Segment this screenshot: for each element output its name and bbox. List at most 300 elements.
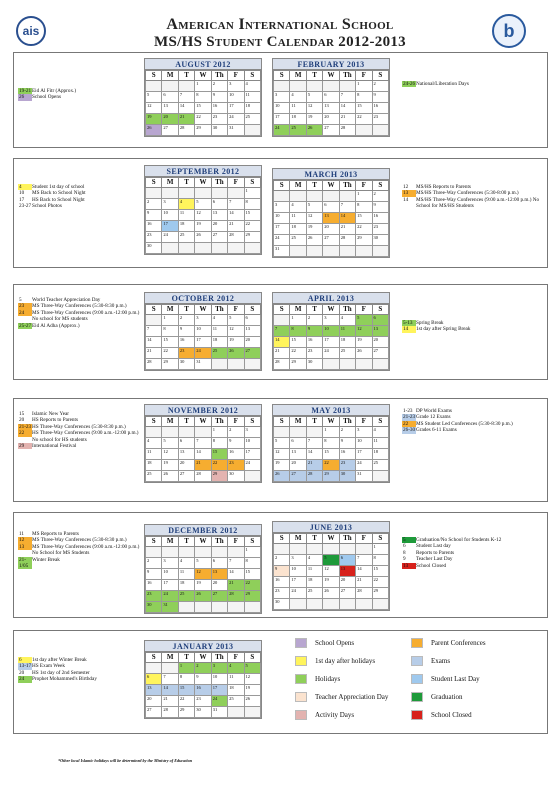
calendar-month xyxy=(272,521,390,611)
event-description: School Closed xyxy=(416,562,447,569)
event-description: Spring Break xyxy=(416,320,444,326)
day-cell: 19 xyxy=(356,337,372,348)
day-cell: 13 xyxy=(162,103,178,114)
day-cell: 2 xyxy=(339,427,355,438)
day-cell: 26 xyxy=(244,696,260,707)
month-title: MARCH 2013 xyxy=(273,169,389,180)
event-description: MS Student Led Conferences (5:30-8:30 p.m.) xyxy=(416,420,513,427)
legend-item xyxy=(295,656,375,666)
day-cell: 14 xyxy=(228,569,244,580)
day-cell: 10 xyxy=(356,438,372,449)
day-cell: 5 xyxy=(274,438,290,449)
weekday-header: M xyxy=(162,71,178,81)
day-cell: 18 xyxy=(372,449,388,460)
event-description: HS Back to School Night xyxy=(32,196,85,203)
weekday-header: T xyxy=(178,71,194,81)
legend-swatch xyxy=(295,674,307,684)
event-description: Teacher Last Day xyxy=(416,556,453,563)
day-cell: 29 xyxy=(211,471,227,482)
day-cell: 2 xyxy=(372,81,388,92)
day-cell: 3 xyxy=(195,315,211,326)
event-date: 11 xyxy=(19,531,24,537)
day-cell: 28 xyxy=(356,588,372,599)
day-cell: 28 xyxy=(339,125,355,136)
day-cell: 11 xyxy=(211,326,227,337)
event-date: 23 xyxy=(18,303,32,309)
day-cell: 21 xyxy=(339,114,355,125)
empty-cell xyxy=(195,547,211,558)
day-cell: 22 xyxy=(195,114,211,125)
event-date: 6 xyxy=(403,543,406,550)
empty-cell xyxy=(162,663,178,674)
events-list xyxy=(18,657,140,683)
weekday-header: Th xyxy=(211,653,227,663)
event-item xyxy=(402,326,542,332)
weekday-header: Th xyxy=(211,417,227,427)
legend-swatch xyxy=(411,656,423,666)
event-date: 13 xyxy=(402,190,416,196)
empty-cell xyxy=(178,427,194,438)
day-cell: 22 xyxy=(244,580,260,591)
empty-cell xyxy=(146,81,162,92)
day-cell: 31 xyxy=(356,471,372,482)
day-cell: 14 xyxy=(195,449,211,460)
day-cell: 9 xyxy=(372,92,388,103)
event-date: 17 xyxy=(19,196,25,203)
empty-cell xyxy=(323,359,339,370)
day-cell: 6 xyxy=(339,555,355,566)
day-cell: 19 xyxy=(306,114,322,125)
weekday-header: Th xyxy=(339,181,355,191)
empty-cell xyxy=(306,81,322,92)
event-date: 24-26 xyxy=(403,81,416,87)
day-cell: 12 xyxy=(195,210,211,221)
empty-cell xyxy=(162,81,178,92)
calendar-month xyxy=(144,404,262,483)
day-cell: 31 xyxy=(228,125,244,136)
day-cell: 13 xyxy=(323,213,339,224)
empty-cell xyxy=(306,427,322,438)
day-cell: 23 xyxy=(306,348,322,359)
day-cell: 22 xyxy=(323,460,339,471)
day-cell: 21 xyxy=(195,460,211,471)
day-cell: 18 xyxy=(306,577,322,588)
day-cell: 26 xyxy=(228,348,244,359)
empty-cell xyxy=(162,188,178,199)
day-cell: 24 xyxy=(356,460,372,471)
day-cell: 17 xyxy=(356,449,372,460)
day-cell: 14 xyxy=(306,449,322,460)
day-cell: 11 xyxy=(146,449,162,460)
event-date: 5-13 xyxy=(402,320,416,326)
weekday-header: W xyxy=(195,71,211,81)
empty-cell xyxy=(339,81,355,92)
events-list xyxy=(402,408,542,434)
day-cell: 10 xyxy=(162,210,178,221)
weekday-header: M xyxy=(162,653,178,663)
day-cell: 23 xyxy=(339,460,355,471)
empty-cell xyxy=(372,359,388,370)
weekday-header: S xyxy=(244,653,260,663)
event-description: HS Three-Way Conferences (5:30-8:30 p.m.) xyxy=(32,423,126,430)
day-cell: 31 xyxy=(195,359,211,370)
calendar-month xyxy=(144,524,262,614)
day-cell: 20 xyxy=(211,221,227,232)
day-cell: 20 xyxy=(211,580,227,591)
day-cell: 30 xyxy=(146,602,162,613)
weekday-header: S xyxy=(244,178,260,188)
day-cell: 12 xyxy=(162,449,178,460)
day-cell: 27 xyxy=(211,232,227,243)
legend-label: Holidays xyxy=(315,675,341,683)
empty-cell xyxy=(356,544,372,555)
event-date: 22 xyxy=(402,421,416,427)
event-description: MS Back to School Night xyxy=(32,190,86,197)
day-cell: 25 xyxy=(228,696,244,707)
day-cell: 23 xyxy=(146,232,162,243)
month-title: AUGUST 2012 xyxy=(145,59,261,70)
day-cell: 16 xyxy=(228,449,244,460)
day-cell: 28 xyxy=(339,235,355,246)
day-cell: 25 xyxy=(290,125,306,136)
weekday-header: M xyxy=(290,71,306,81)
day-cell: 5 xyxy=(323,555,339,566)
day-cell: 23 xyxy=(211,114,227,125)
day-cell: 21 xyxy=(228,580,244,591)
day-cell: 29 xyxy=(323,471,339,482)
day-cell: 5 xyxy=(195,558,211,569)
day-cell: 15 xyxy=(356,213,372,224)
day-cell: 7 xyxy=(228,558,244,569)
day-cell: 9 xyxy=(372,202,388,213)
empty-cell xyxy=(290,599,306,610)
day-cell: 20 xyxy=(372,337,388,348)
day-cell: 17 xyxy=(274,224,290,235)
day-cell: 9 xyxy=(146,210,162,221)
empty-cell xyxy=(372,599,388,610)
day-cell: 8 xyxy=(162,326,178,337)
event-description: School Photos xyxy=(32,203,62,210)
day-cell: 6 xyxy=(178,438,194,449)
event-description: National/Liberation Days xyxy=(416,81,469,87)
day-cell: 20 xyxy=(146,696,162,707)
weekday-header: S xyxy=(372,534,388,544)
weekday-header: M xyxy=(290,181,306,191)
day-cell: 24 xyxy=(162,591,178,602)
day-cell: 23 xyxy=(228,460,244,471)
weekday-header: S xyxy=(274,534,290,544)
weekday-header: F xyxy=(228,417,244,427)
day-cell: 2 xyxy=(228,427,244,438)
day-cell: 22 xyxy=(356,114,372,125)
day-cell: 27 xyxy=(323,125,339,136)
weekday-header: S xyxy=(146,537,162,547)
day-cell: 6 xyxy=(146,674,162,685)
weekday-header: S xyxy=(372,181,388,191)
event-description: Eid Al Adha (Approx.) xyxy=(32,322,80,329)
event-date: 4 xyxy=(18,184,32,190)
day-cell: 29 xyxy=(290,359,306,370)
day-cell: 5 xyxy=(146,92,162,103)
ais-logo: ais xyxy=(16,16,46,46)
event-item xyxy=(18,94,140,100)
calendar-month xyxy=(144,165,262,255)
event-description: International Festival xyxy=(32,443,77,450)
empty-cell xyxy=(356,125,372,136)
weekday-header: S xyxy=(372,71,388,81)
weekday-header: Th xyxy=(211,537,227,547)
event-description: Islamic New Year xyxy=(32,411,70,417)
empty-cell xyxy=(146,188,162,199)
event-item xyxy=(402,563,542,569)
month-grid xyxy=(145,416,261,482)
day-cell: 8 xyxy=(323,438,339,449)
day-cell: 17 xyxy=(244,449,260,460)
day-cell: 1 xyxy=(162,315,178,326)
day-cell: 3 xyxy=(211,663,227,674)
day-cell: 1 xyxy=(195,81,211,92)
day-cell: 22 xyxy=(244,221,260,232)
day-cell: 13 xyxy=(339,566,355,577)
day-cell: 11 xyxy=(244,92,260,103)
day-cell: 12 xyxy=(356,326,372,337)
day-cell: 11 xyxy=(290,103,306,114)
empty-cell xyxy=(228,359,244,370)
legend-label: Graduation xyxy=(431,693,463,701)
day-cell: 21 xyxy=(146,348,162,359)
day-cell: 19 xyxy=(195,580,211,591)
day-cell: 18 xyxy=(178,221,194,232)
day-cell: 28 xyxy=(162,707,178,718)
day-cell: 13 xyxy=(211,210,227,221)
empty-cell xyxy=(339,359,355,370)
weekday-header: W xyxy=(323,417,339,427)
day-cell: 16 xyxy=(178,337,194,348)
event-date: 8 xyxy=(403,549,406,556)
event-date: 20 xyxy=(19,417,25,424)
day-cell: 24 xyxy=(244,460,260,471)
day-cell: 28 xyxy=(274,359,290,370)
event-item xyxy=(18,544,140,557)
weekday-header: F xyxy=(356,181,372,191)
day-cell: 25 xyxy=(211,348,227,359)
day-cell: 7 xyxy=(178,92,194,103)
weekday-header: Th xyxy=(339,71,355,81)
weekday-header: W xyxy=(323,181,339,191)
weekday-header: W xyxy=(195,305,211,315)
day-cell: 4 xyxy=(290,92,306,103)
day-cell: 8 xyxy=(290,326,306,337)
event-description: HS Three-Way Conferences (9:00 a.m.-12:00 p.m.) No school for HS students xyxy=(32,430,139,443)
day-cell: 29 xyxy=(244,591,260,602)
day-cell: 22 xyxy=(162,348,178,359)
day-cell: 30 xyxy=(211,125,227,136)
weekday-header: M xyxy=(162,305,178,315)
day-cell: 15 xyxy=(244,569,260,580)
day-cell: 6 xyxy=(290,438,306,449)
day-cell: 3 xyxy=(356,427,372,438)
day-cell: 24 xyxy=(195,348,211,359)
empty-cell xyxy=(228,602,244,613)
weekday-header: T xyxy=(306,71,322,81)
day-cell: 16 xyxy=(146,580,162,591)
day-cell: 2 xyxy=(372,191,388,202)
day-cell: 5 xyxy=(195,199,211,210)
weekday-header: S xyxy=(244,537,260,547)
calendar-month xyxy=(272,404,390,483)
day-cell: 27 xyxy=(162,125,178,136)
day-cell: 4 xyxy=(306,555,322,566)
day-cell: 27 xyxy=(211,591,227,602)
day-cell: 30 xyxy=(339,471,355,482)
calendar-month xyxy=(272,292,390,371)
day-cell: 3 xyxy=(323,315,339,326)
event-date: 5 xyxy=(19,297,22,303)
month-title: SEPTEMBER 2012 xyxy=(145,166,261,177)
day-cell: 21 xyxy=(162,696,178,707)
day-cell: 4 xyxy=(228,663,244,674)
day-cell: 11 xyxy=(290,213,306,224)
day-cell: 20 xyxy=(323,114,339,125)
calendar-month xyxy=(272,58,390,137)
day-cell: 20 xyxy=(339,577,355,588)
day-cell: 19 xyxy=(244,685,260,696)
empty-cell xyxy=(323,599,339,610)
day-cell: 11 xyxy=(178,569,194,580)
weekday-header: Th xyxy=(339,534,355,544)
day-cell: 14 xyxy=(274,337,290,348)
weekday-header: S xyxy=(372,305,388,315)
empty-cell xyxy=(228,188,244,199)
day-cell: 24 xyxy=(228,114,244,125)
event-description: MS Reports to Parents xyxy=(32,531,79,537)
empty-cell xyxy=(306,599,322,610)
empty-cell xyxy=(274,191,290,202)
legend-swatch xyxy=(295,710,307,720)
weekday-header: Th xyxy=(211,305,227,315)
day-cell: 26 xyxy=(356,348,372,359)
day-cell: 19 xyxy=(274,460,290,471)
day-cell: 25 xyxy=(244,114,260,125)
day-cell: 5 xyxy=(356,315,372,326)
day-cell: 15 xyxy=(162,337,178,348)
events-list xyxy=(402,184,542,210)
day-cell: 5 xyxy=(306,202,322,213)
day-cell: 10 xyxy=(290,566,306,577)
empty-cell xyxy=(339,246,355,257)
day-cell: 19 xyxy=(146,114,162,125)
day-cell: 11 xyxy=(372,438,388,449)
day-cell: 29 xyxy=(356,235,372,246)
month-grid xyxy=(145,177,261,254)
empty-cell xyxy=(211,188,227,199)
empty-cell xyxy=(274,544,290,555)
color-legend xyxy=(289,632,537,756)
day-cell: 2 xyxy=(178,315,194,326)
event-description: World Teacher Appreciation Day xyxy=(32,297,101,303)
event-description: School Opens xyxy=(32,94,61,101)
legend-label: Activity Days xyxy=(315,711,355,719)
day-cell: 25 xyxy=(372,460,388,471)
empty-cell xyxy=(146,663,162,674)
calendar-title: MS/HS Student Calendar 2012-2013 xyxy=(154,34,406,50)
weekday-header: S xyxy=(146,178,162,188)
day-cell: 3 xyxy=(244,427,260,438)
events-list xyxy=(18,184,140,210)
day-cell: 18 xyxy=(178,580,194,591)
month-title: NOVEMBER 2012 xyxy=(145,405,261,416)
legend-item xyxy=(295,710,354,720)
event-description: MS/HS Reports to Parents xyxy=(416,184,471,190)
day-cell: 26 xyxy=(323,588,339,599)
day-cell: 25 xyxy=(290,235,306,246)
day-cell: 14 xyxy=(228,210,244,221)
legend-swatch xyxy=(411,710,423,720)
event-date: 19-21 xyxy=(19,88,32,94)
month-grid xyxy=(273,416,389,482)
day-cell: 4 xyxy=(290,202,306,213)
event-date: 21-23 xyxy=(19,423,32,430)
event-item xyxy=(18,676,140,682)
day-cell: 20 xyxy=(244,337,260,348)
empty-cell xyxy=(274,81,290,92)
day-cell: 16 xyxy=(372,103,388,114)
event-description: 1st day after Spring Break xyxy=(416,326,471,333)
day-cell: 13 xyxy=(290,449,306,460)
day-cell: 23 xyxy=(372,114,388,125)
legend-item xyxy=(411,674,480,684)
day-cell: 4 xyxy=(178,558,194,569)
empty-cell xyxy=(195,243,211,254)
month-title: JANUARY 2013 xyxy=(145,641,261,652)
day-cell: 21 xyxy=(339,224,355,235)
day-cell: 31 xyxy=(211,707,227,718)
weekday-header: S xyxy=(274,417,290,427)
day-cell: 30 xyxy=(178,359,194,370)
event-description: MS Three-Way Conferences (9:00 a.m.-12:00 p.m.) No school for MS students xyxy=(32,309,140,323)
day-cell: 3 xyxy=(290,555,306,566)
event-date: 6 xyxy=(18,657,32,663)
day-cell: 26 xyxy=(274,471,290,482)
day-cell: 16 xyxy=(339,449,355,460)
day-cell: 23 xyxy=(274,588,290,599)
day-cell: 6 xyxy=(244,315,260,326)
events-list xyxy=(18,297,140,329)
event-item xyxy=(402,81,542,87)
day-cell: 1 xyxy=(178,663,194,674)
legend-label: School Opens xyxy=(315,639,355,647)
weekday-header: Th xyxy=(339,305,355,315)
day-cell: 9 xyxy=(195,674,211,685)
day-cell: 6 xyxy=(323,202,339,213)
legend-label: Parent Conferences xyxy=(431,639,486,647)
day-cell: 6 xyxy=(211,558,227,569)
day-cell: 5 xyxy=(306,92,322,103)
day-cell: 16 xyxy=(211,103,227,114)
event-description: MS/HS Three-Way Conferences (9:00 a.m.-12:00 p.m.) No School for MS/HS Students xyxy=(416,196,540,210)
month-grid xyxy=(145,304,261,370)
event-item xyxy=(18,557,140,570)
empty-cell xyxy=(195,188,211,199)
day-cell: 30 xyxy=(146,243,162,254)
day-cell: 7 xyxy=(306,438,322,449)
empty-cell xyxy=(244,471,260,482)
event-date: 23-27 xyxy=(19,203,32,210)
events-list xyxy=(402,537,542,569)
event-date: 13-17 xyxy=(19,663,32,670)
day-cell: 30 xyxy=(274,599,290,610)
day-cell: 18 xyxy=(290,224,306,235)
